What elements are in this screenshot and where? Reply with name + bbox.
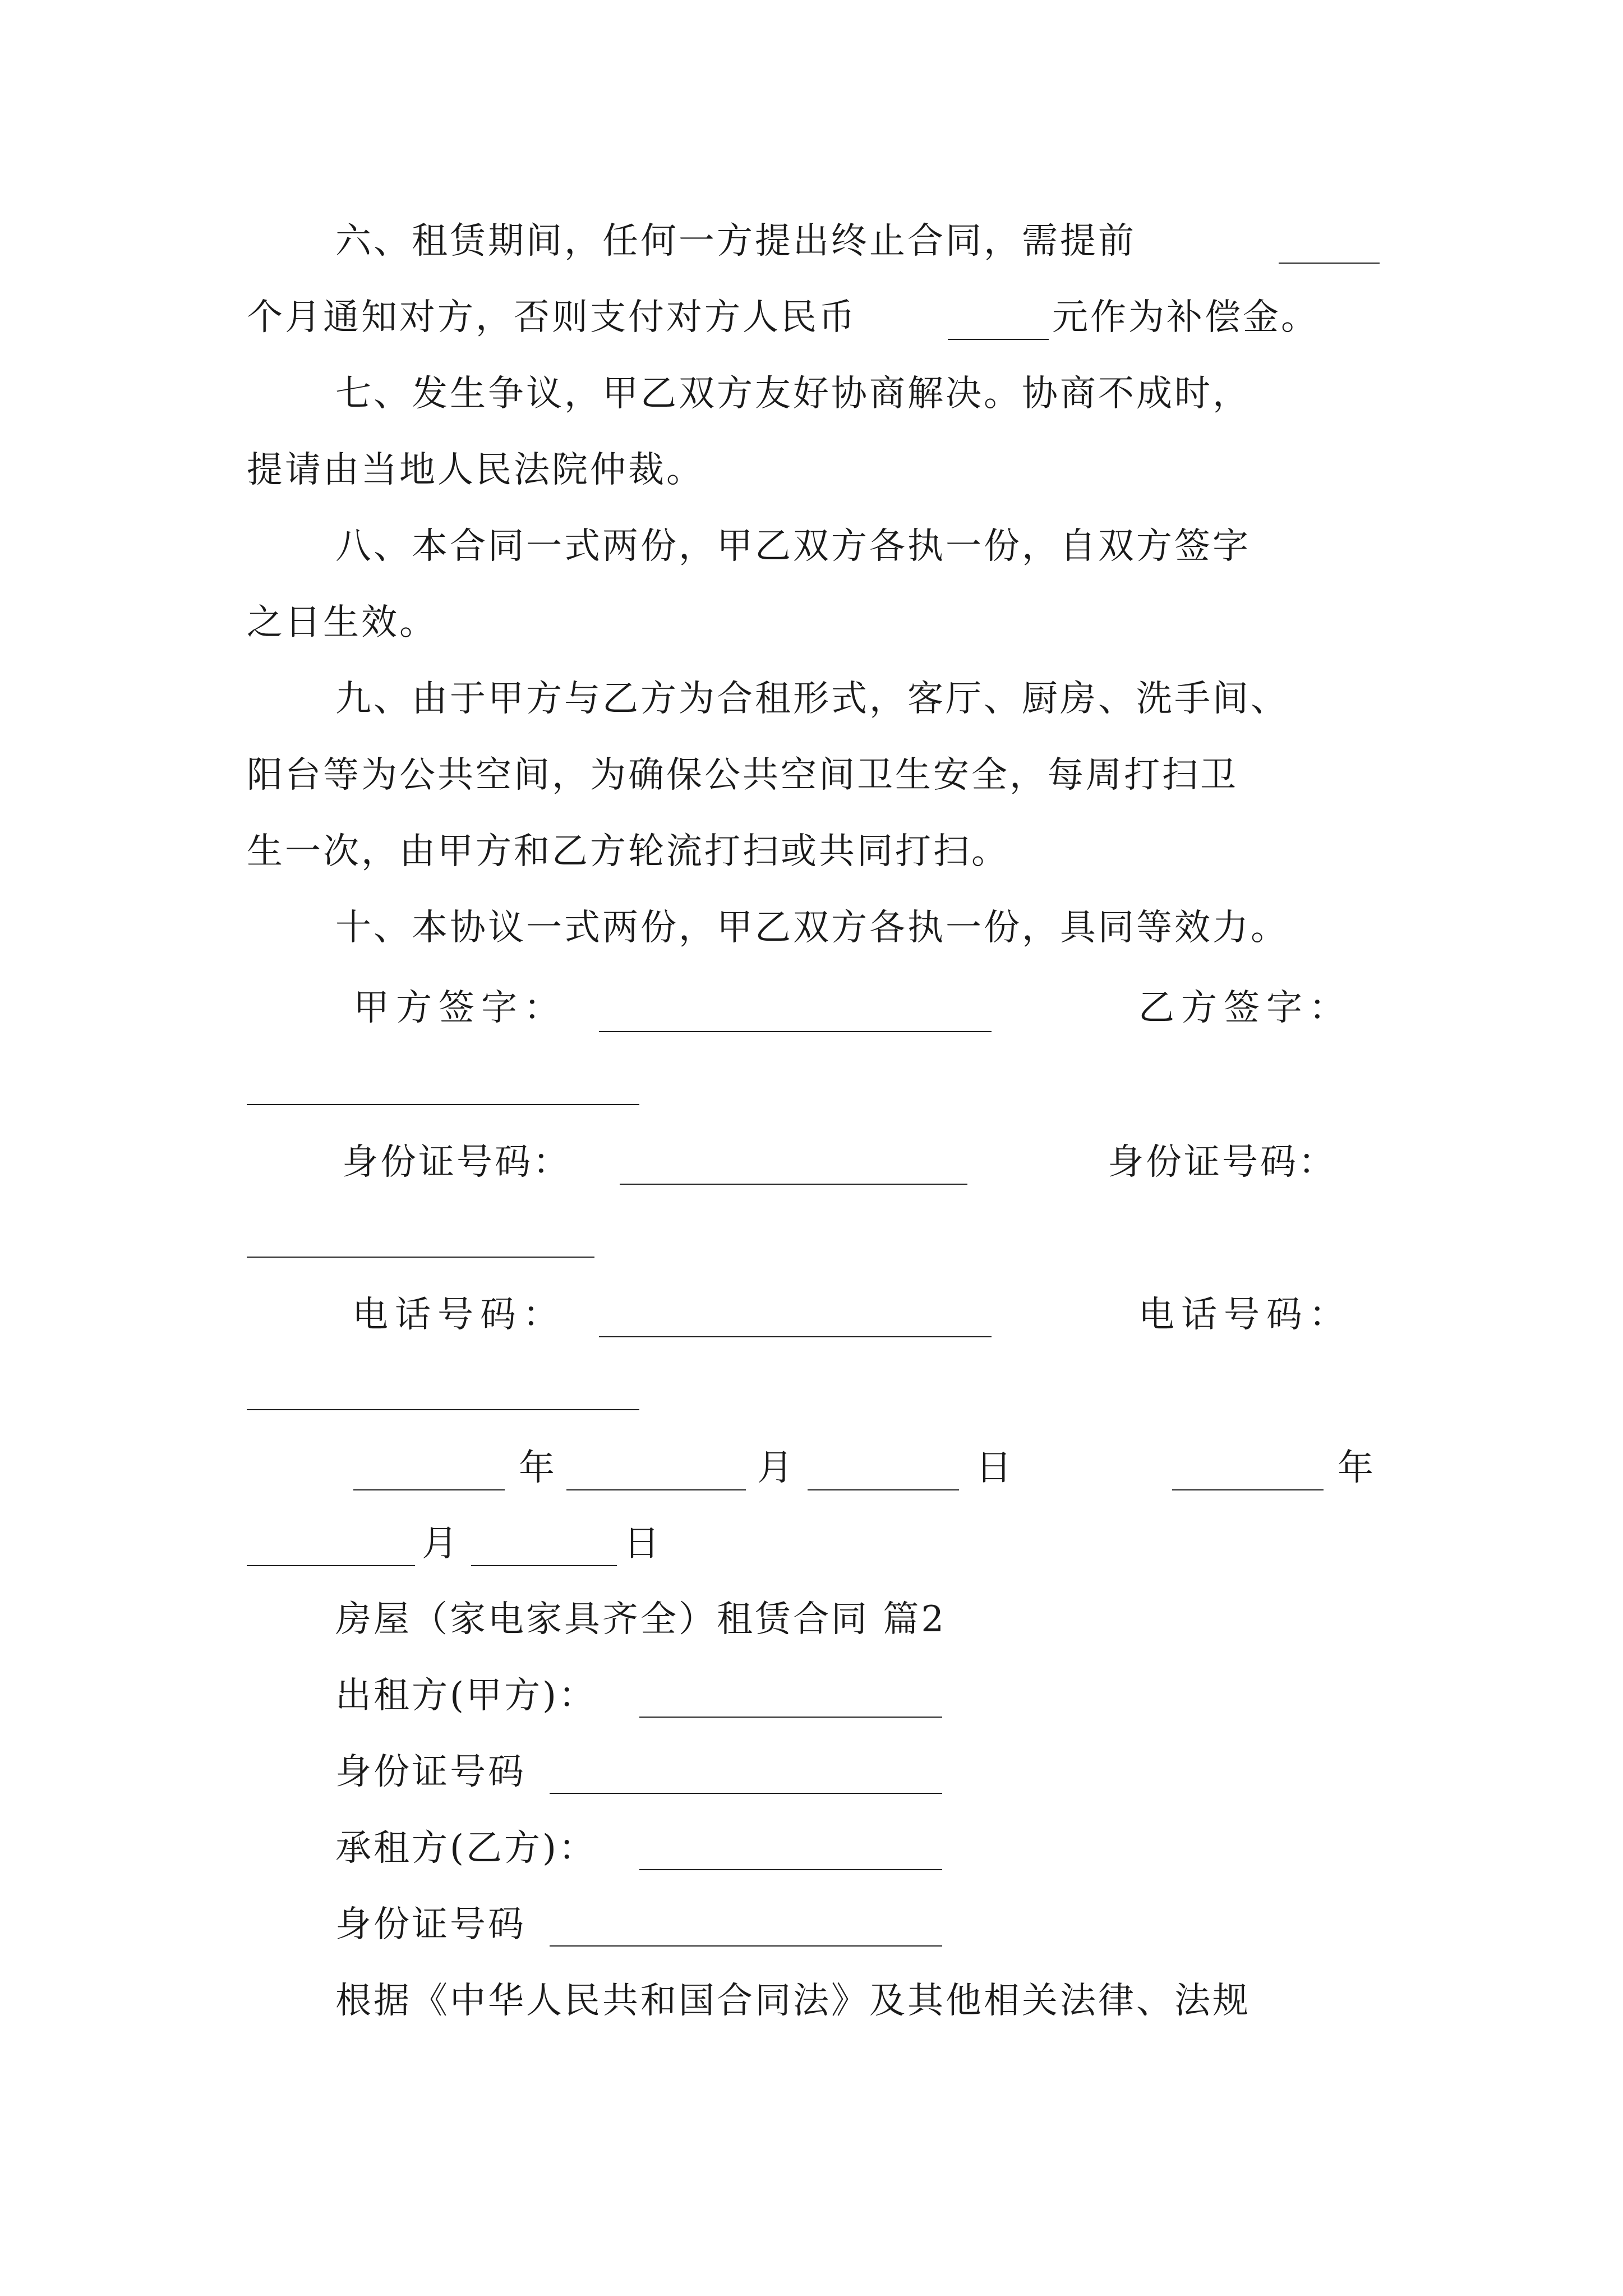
party-b-phone-blank[interactable] [247,1409,639,1410]
lessor-label: 出租方(甲方)： [335,1675,597,1717]
clause-8-line-1: 八、本合同一式两份，甲乙双方各执一份，自双方签字 [335,526,1251,567]
party-a-id-label: 身份证号码： [342,1142,571,1183]
party-b-id-blank[interactable] [247,1257,594,1258]
compensation-amount-blank[interactable] [948,339,1049,340]
party-a-day-blank[interactable] [808,1489,959,1490]
party-b-phone-label: 电话号码： [1138,1294,1352,1336]
party-b-id-label: 身份证号码： [1108,1142,1336,1183]
party-b-year-blank[interactable] [1172,1489,1324,1490]
party-a-phone-blank[interactable] [599,1336,992,1337]
notice-months-blank[interactable] [1279,263,1380,264]
lessee-id-label: 身份证号码 [335,1904,526,1945]
party-a-phone-label: 电话号码： [352,1294,565,1336]
party-b-month-label: 月 [422,1523,460,1565]
party-a-id-blank[interactable] [620,1184,967,1185]
legal-basis-line: 根据《中华人民共和国合同法》及其他相关法律、法规 [335,1980,1251,2022]
clause-9-line-2: 阳台等为公共空间，为确保公共空间卫生安全，每周打扫卫 [247,754,1238,796]
contract-2-title: 房屋（家电家具齐全）租赁合同 篇2 [335,1599,947,1640]
party-a-signature-blank[interactable] [599,1031,992,1032]
clause-6-line-1: 六、租赁期间，任何一方提出终止合同，需提前 [335,220,1136,262]
lessor-id-label: 身份证号码 [335,1751,526,1793]
party-b-month-blank[interactable] [247,1565,415,1566]
clause-6-line-2a: 个月通知对方，否则支付对方人民币 [247,297,857,338]
clause-7-line-1: 七、发生争议，甲乙双方友好协商解决。协商不成时， [335,373,1251,415]
party-a-year-blank[interactable] [353,1489,505,1490]
clause-10-line-1: 十、本协议一式两份，甲乙双方各执一份，具同等效力。 [335,907,1289,949]
clause-6-line-2b: 元作为补偿金。 [1052,297,1319,338]
lessor-name-blank[interactable] [639,1717,942,1718]
party-b-signature-label: 乙方签字： [1138,987,1352,1029]
clause-8-line-2: 之日生效。 [247,602,437,643]
clause-9-line-1: 九、由于甲方与乙方为合租形式，客厅、厨房、洗手间、 [335,678,1289,720]
party-a-month-label: 月 [757,1447,795,1489]
clause-9-line-3: 生一次，由甲方和乙方轮流打扫或共同打扫。 [247,831,1009,872]
party-a-year-label: 年 [519,1447,557,1489]
party-a-signature-label: 甲方签字： [353,987,566,1029]
lessor-id-blank[interactable] [550,1793,942,1794]
lessee-id-blank[interactable] [550,1945,942,1947]
lessee-label: 承租方(乙方)： [335,1828,597,1869]
party-b-signature-blank[interactable] [247,1104,639,1105]
party-b-year-label: 年 [1338,1447,1376,1489]
party-a-month-blank[interactable] [566,1489,746,1490]
party-b-day-label: 日 [624,1523,662,1565]
party-a-day-label: 日 [976,1447,1014,1489]
lessee-name-blank[interactable] [639,1869,942,1870]
party-b-day-blank[interactable] [471,1565,617,1566]
clause-7-line-2: 提请由当地人民法院仲裁。 [247,449,704,491]
